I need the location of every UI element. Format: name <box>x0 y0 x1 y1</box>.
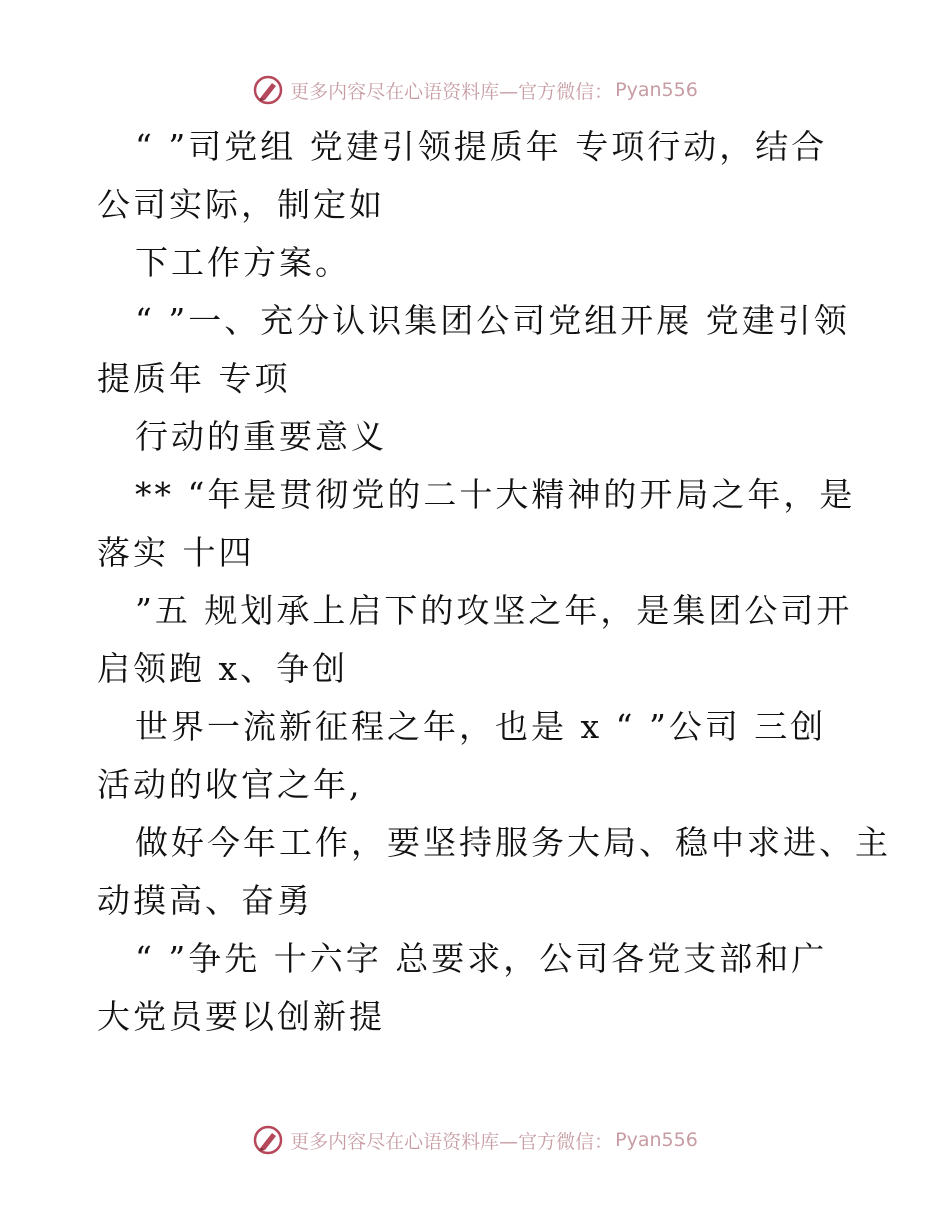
document-line: 公司实际，制定如 <box>97 185 385 224</box>
section-heading-line: “ ”一、充分认识集团公司党组开展 党建引领 <box>135 301 850 340</box>
pen-logo-icon <box>252 1124 284 1156</box>
document-line: 大党员要以创新提 <box>97 997 385 1036</box>
pen-logo-icon <box>252 74 284 106</box>
document-line: 动摸高、奋勇 <box>97 881 313 920</box>
document-line: 落实 十四 <box>97 533 255 572</box>
document-line: “ ”司党组 党建引领提质年 专项行动，结合 <box>135 127 828 166</box>
section-heading-line: 行动的重要意义 <box>135 417 387 456</box>
document-line: 做好今年工作，要坚持服务大局、稳中求进、主 <box>135 823 891 862</box>
watermark-text: 更多内容尽在心语资料库—官方微信： <box>290 80 614 103</box>
document-line: ** “年是贯彻党的二十大精神的开局之年，是 <box>135 475 856 514</box>
watermark-wechat-id: Pyan556 <box>615 79 698 101</box>
document-line: 世界一流新征程之年，也是 x “ ”公司 三创 <box>135 707 827 746</box>
watermark-footer <box>0 1120 950 1160</box>
document-line: ”五 规划承上启下的攻坚之年，是集团公司开 <box>135 591 853 630</box>
document-line: 启领跑 x、争创 <box>97 649 349 688</box>
watermark-header <box>0 70 950 110</box>
watermark-wechat-id: Pyan556 <box>615 1129 698 1151</box>
watermark-text: 更多内容尽在心语资料库—官方微信： <box>290 1130 614 1153</box>
document-line: “ ”争先 十六字 总要求，公司各党支部和广 <box>135 939 828 978</box>
section-heading-line: 提质年 专项 <box>97 359 291 398</box>
document-body <box>97 118 891 1046</box>
document-line: 活动的收官之年, <box>97 765 363 804</box>
document-line: 下工作方案。 <box>135 243 351 282</box>
